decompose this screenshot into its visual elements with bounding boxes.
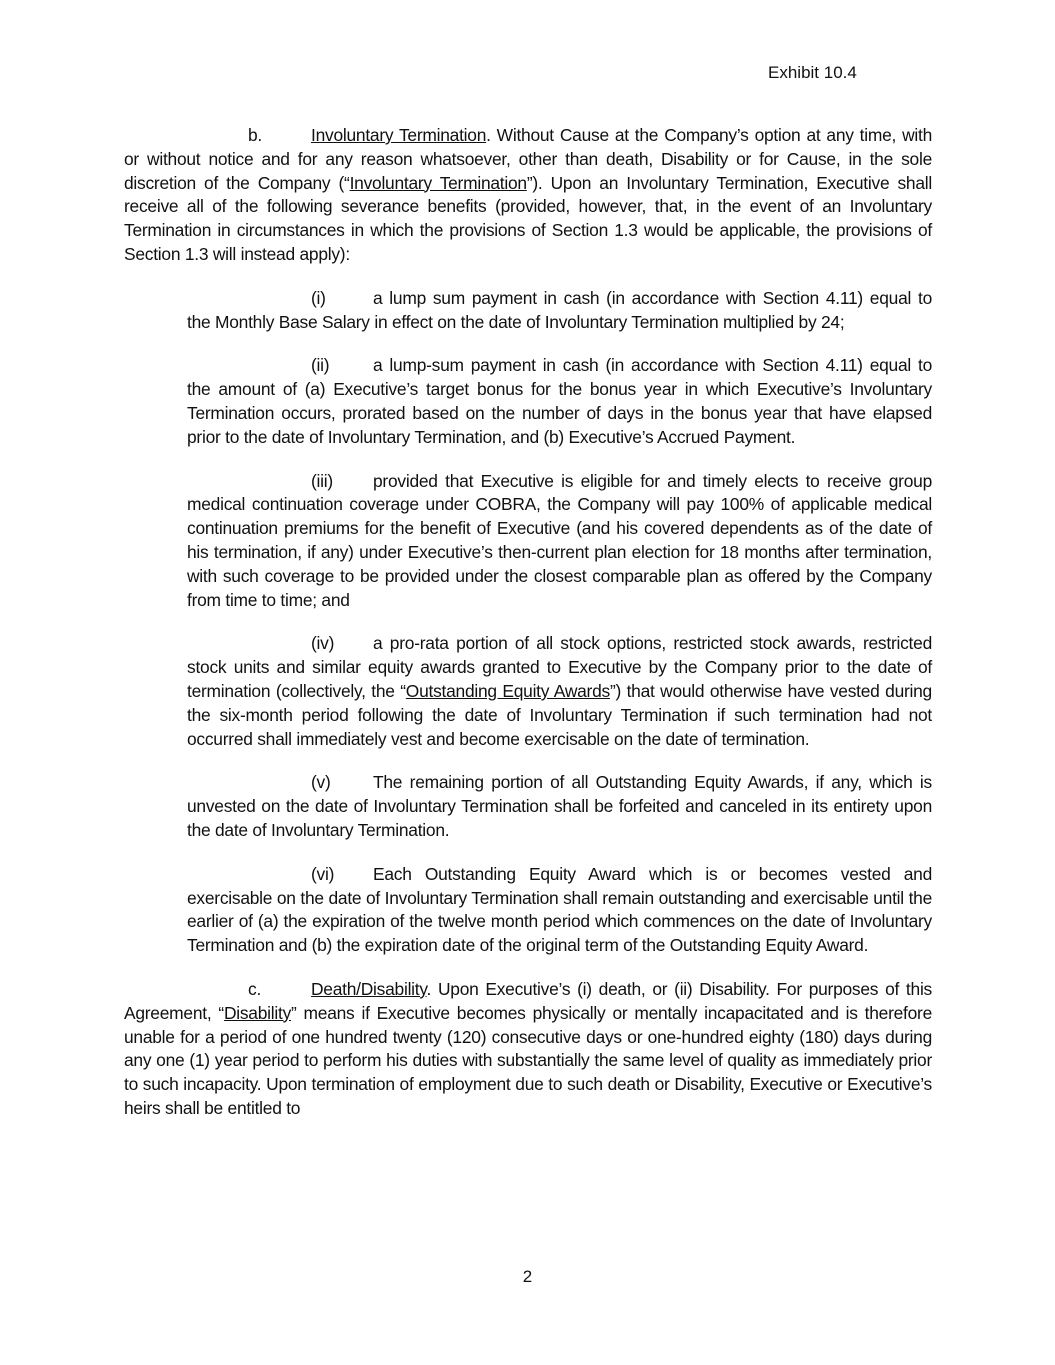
document-body bbox=[124, 124, 932, 1141]
section-c-defined-term: Disability bbox=[223, 1002, 292, 1023]
item-iv-text-1: a pro-rata portion of all stock options, restricted stock awards, restricted stock units and similar equity awards granted to Executive by the Company prior to the date of termination (collectively, the “ bbox=[187, 633, 932, 701]
section-c-text-1: . Upon Executive’s (i) death, or (ii) Disability. For purposes of this Agreement, “ bbox=[124, 978, 932, 1023]
item-i-text: a lump sum payment in cash (in accordance with Section 4.11) equal to the Monthly Base Salary in effect on the date of Involuntary Termination multiplied by 24; bbox=[187, 287, 932, 332]
item-v-text: The remaining portion of all Outstanding Equity Awards, if any, which is unvested on the date of Involuntary Termination shall be forfeited and canceled in its entirety upon the date of Involuntary Termination. bbox=[187, 772, 932, 840]
section-b-text-1: . Without Cause at the Company’s option at any time, with or without notice and for any reason whatsoever, other than death, Disability or for Cause, in the sole discretion of the Company (“ bbox=[124, 125, 933, 193]
item-iv-text-2: ”) that would otherwise have vested during the six-month period following the date of Involuntary Termination if such termination had not occurred shall immediately vest and become exercisable on the date of termination. bbox=[187, 680, 932, 749]
section-b-text-2: ”). Upon an Involuntary Termination, Executive shall receive all of the following severance benefits (provided, however, that, in the event of an Involuntary Termination in circumstances in which the provisions of Section 1.3 would be applicable, the provisions of Section 1.3 will instead apply): bbox=[124, 172, 932, 264]
item-vi-text: Each Outstanding Equity Award which is or becomes vested and exercisable on the date of Involuntary Termination shall remain outstanding and exercisable until the earlier of (a) the expiration of the twelve month period which commences on the date of Involuntary Termination and (b) the expiration date of the original term of the Outstanding Equity Award. bbox=[187, 863, 932, 956]
section-c-paragraph bbox=[124, 978, 932, 1121]
section-b-number: b. bbox=[248, 125, 263, 145]
item-iv-defined-term: Outstanding Equity Awards bbox=[405, 680, 610, 701]
item-ii-text: a lump-sum payment in cash (in accordance with Section 4.11) equal to the amount of (a) Executive’s target bonus for the bonus year in which Executive’s Involuntary Termination occurs, prorated based on the number of days in the bonus year that have elapsed prior to the date of Involuntary Termination, and (b) Executive’s Accrued Payment. bbox=[187, 355, 932, 447]
item-v bbox=[187, 771, 932, 842]
section-b-paragraph bbox=[124, 124, 932, 267]
section-c-text-2: ” means if Executive becomes physically or mentally incapacitated and is therefore unable for a period of one hundred twenty (120) consecutive days or one-hundred eighty (180) days during any one (1) year period to perform his duties with substantially the same level of quality as immediately prior to such incapacity. Upon termination of employment due to such death or Disability, Executive or Executive’s heirs shall be entitled to bbox=[124, 1002, 932, 1118]
item-iii-number: (iii) bbox=[311, 470, 333, 491]
item-ii bbox=[187, 354, 932, 449]
section-b-heading: Involuntary Termination bbox=[311, 125, 487, 145]
item-iv-number: (iv) bbox=[311, 633, 335, 654]
section-c-heading: Death/Disability bbox=[311, 978, 427, 999]
item-iii-text: provided that Executive is eligible for and timely elects to receive group medical continuation coverage under COBRA, the Company will pay 100% of applicable medical continuation premiums for the benefit of Executive (and his covered dependents as of the date of his termination, if any) under Executive’s then-current plan election for 18 months after termination, with such coverage to be provided under the closest comparable plan as offered by the Company from time to time; and bbox=[187, 470, 932, 610]
item-vi bbox=[187, 863, 932, 958]
item-i-number: (i) bbox=[311, 287, 326, 308]
item-i bbox=[187, 287, 932, 335]
item-ii-number: (ii) bbox=[311, 355, 330, 376]
exhibit-label: Exhibit 10.4 bbox=[768, 63, 857, 82]
page-number: 2 bbox=[522, 1267, 533, 1286]
item-iii bbox=[187, 470, 932, 613]
item-v-number: (v) bbox=[311, 772, 331, 793]
item-vi-number: (vi) bbox=[311, 863, 335, 884]
item-iv bbox=[187, 632, 932, 751]
section-b-defined-term: Involuntary Termination bbox=[349, 172, 527, 193]
section-c-number: c. bbox=[248, 978, 262, 999]
